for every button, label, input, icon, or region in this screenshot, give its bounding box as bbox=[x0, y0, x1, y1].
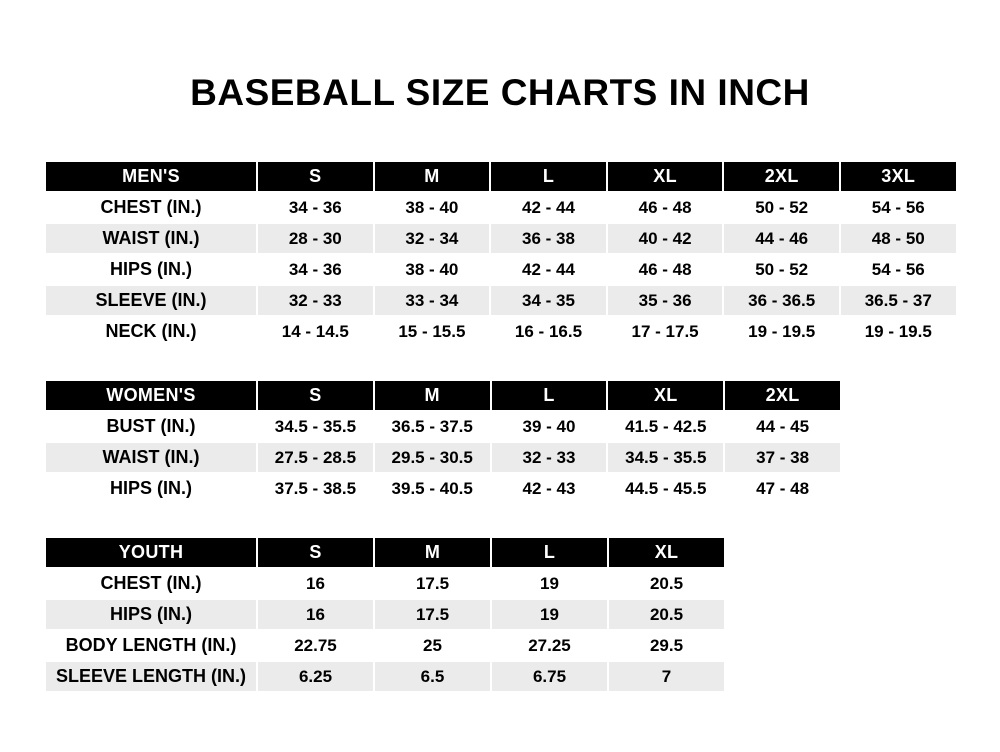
column-header: M bbox=[374, 161, 491, 192]
table-row bbox=[45, 254, 957, 285]
table-row bbox=[45, 473, 841, 504]
table-cell: 41.5 - 42.5 bbox=[607, 411, 724, 442]
row-header: HIPS (IN.) bbox=[45, 473, 257, 504]
table-row bbox=[45, 568, 725, 599]
table-cell: 34.5 - 35.5 bbox=[257, 411, 374, 442]
table-cell: 44 - 45 bbox=[724, 411, 841, 442]
table-cell: 19 bbox=[491, 599, 608, 630]
table-cell: 15 - 15.5 bbox=[374, 316, 491, 347]
mens-size-table bbox=[44, 160, 958, 348]
table-cell: 20.5 bbox=[608, 568, 725, 599]
table-cell: 29.5 bbox=[608, 630, 725, 661]
table-cell: 25 bbox=[374, 630, 491, 661]
table-row bbox=[45, 442, 841, 473]
table-row bbox=[45, 223, 957, 254]
table-cell: 6.5 bbox=[374, 661, 491, 692]
table-header-row bbox=[45, 380, 841, 411]
column-header: M bbox=[374, 380, 491, 411]
table-cell: 39 - 40 bbox=[491, 411, 608, 442]
table-cell: 27.5 - 28.5 bbox=[257, 442, 374, 473]
table-cell: 20.5 bbox=[608, 599, 725, 630]
column-header: S bbox=[257, 161, 374, 192]
row-header: BUST (IN.) bbox=[45, 411, 257, 442]
table-cell: 19 bbox=[491, 568, 608, 599]
table-cell: 7 bbox=[608, 661, 725, 692]
table-cell: 36.5 - 37 bbox=[840, 285, 957, 316]
table-cell: 32 - 34 bbox=[374, 223, 491, 254]
table-cell: 36 - 38 bbox=[490, 223, 607, 254]
table-cell: 14 - 14.5 bbox=[257, 316, 374, 347]
table-row bbox=[45, 192, 957, 223]
column-header: WOMEN'S bbox=[45, 380, 257, 411]
table-cell: 33 - 34 bbox=[374, 285, 491, 316]
row-header: WAIST (IN.) bbox=[45, 223, 257, 254]
table-row bbox=[45, 285, 957, 316]
table-cell: 39.5 - 40.5 bbox=[374, 473, 491, 504]
table-row bbox=[45, 661, 725, 692]
table-cell: 38 - 40 bbox=[374, 192, 491, 223]
table-cell: 35 - 36 bbox=[607, 285, 724, 316]
table-cell: 48 - 50 bbox=[840, 223, 957, 254]
column-header: XL bbox=[608, 537, 725, 568]
table-cell: 17 - 17.5 bbox=[607, 316, 724, 347]
table-cell: 32 - 33 bbox=[257, 285, 374, 316]
row-header: CHEST (IN.) bbox=[45, 192, 257, 223]
row-header: HIPS (IN.) bbox=[45, 599, 257, 630]
table-header-row bbox=[45, 537, 725, 568]
row-header: NECK (IN.) bbox=[45, 316, 257, 347]
table-header-row bbox=[45, 161, 957, 192]
column-header: 3XL bbox=[840, 161, 957, 192]
table-cell: 16 bbox=[257, 599, 374, 630]
table-cell: 46 - 48 bbox=[607, 254, 724, 285]
row-header: CHEST (IN.) bbox=[45, 568, 257, 599]
table-cell: 42 - 43 bbox=[491, 473, 608, 504]
table-cell: 32 - 33 bbox=[491, 442, 608, 473]
table-spacer bbox=[44, 348, 956, 379]
table-cell: 47 - 48 bbox=[724, 473, 841, 504]
column-header: MEN'S bbox=[45, 161, 257, 192]
table-cell: 54 - 56 bbox=[840, 192, 957, 223]
table-cell: 46 - 48 bbox=[607, 192, 724, 223]
row-header: BODY LENGTH (IN.) bbox=[45, 630, 257, 661]
table-cell: 42 - 44 bbox=[490, 192, 607, 223]
table-cell: 29.5 - 30.5 bbox=[374, 442, 491, 473]
table-cell: 37.5 - 38.5 bbox=[257, 473, 374, 504]
table-cell: 50 - 52 bbox=[723, 192, 840, 223]
table-cell: 27.25 bbox=[491, 630, 608, 661]
row-header: SLEEVE (IN.) bbox=[45, 285, 257, 316]
column-header: L bbox=[490, 161, 607, 192]
table-cell: 38 - 40 bbox=[374, 254, 491, 285]
table-cell: 16 bbox=[257, 568, 374, 599]
table-row bbox=[45, 599, 725, 630]
table-cell: 54 - 56 bbox=[840, 254, 957, 285]
table-cell: 16 - 16.5 bbox=[490, 316, 607, 347]
table-cell: 34 - 35 bbox=[490, 285, 607, 316]
row-header: SLEEVE LENGTH (IN.) bbox=[45, 661, 257, 692]
table-cell: 19 - 19.5 bbox=[840, 316, 957, 347]
column-header: S bbox=[257, 380, 374, 411]
womens-size-table bbox=[44, 379, 842, 505]
column-header: L bbox=[491, 537, 608, 568]
column-header: XL bbox=[607, 380, 724, 411]
column-header: 2XL bbox=[724, 380, 841, 411]
table-cell: 17.5 bbox=[374, 568, 491, 599]
table-cell: 42 - 44 bbox=[490, 254, 607, 285]
table-cell: 19 - 19.5 bbox=[723, 316, 840, 347]
table-cell: 22.75 bbox=[257, 630, 374, 661]
table-cell: 44.5 - 45.5 bbox=[607, 473, 724, 504]
table-spacer bbox=[44, 505, 956, 536]
table-row bbox=[45, 411, 841, 442]
tables-container bbox=[0, 160, 1000, 693]
table-cell: 17.5 bbox=[374, 599, 491, 630]
table-row bbox=[45, 316, 957, 347]
column-header: M bbox=[374, 537, 491, 568]
column-header: L bbox=[491, 380, 608, 411]
column-header: 2XL bbox=[723, 161, 840, 192]
table-cell: 36 - 36.5 bbox=[723, 285, 840, 316]
table-row bbox=[45, 630, 725, 661]
page-title: BASEBALL SIZE CHARTS IN INCH bbox=[190, 72, 810, 113]
table-cell: 36.5 - 37.5 bbox=[374, 411, 491, 442]
table-cell: 50 - 52 bbox=[723, 254, 840, 285]
column-header: S bbox=[257, 537, 374, 568]
table-cell: 28 - 30 bbox=[257, 223, 374, 254]
column-header: YOUTH bbox=[45, 537, 257, 568]
row-header: HIPS (IN.) bbox=[45, 254, 257, 285]
youth-size-table bbox=[44, 536, 726, 693]
column-header: XL bbox=[607, 161, 724, 192]
table-cell: 37 - 38 bbox=[724, 442, 841, 473]
table-cell: 34.5 - 35.5 bbox=[607, 442, 724, 473]
table-cell: 6.25 bbox=[257, 661, 374, 692]
table-cell: 34 - 36 bbox=[257, 254, 374, 285]
table-cell: 40 - 42 bbox=[607, 223, 724, 254]
table-cell: 34 - 36 bbox=[257, 192, 374, 223]
table-cell: 6.75 bbox=[491, 661, 608, 692]
table-cell: 44 - 46 bbox=[723, 223, 840, 254]
row-header: WAIST (IN.) bbox=[45, 442, 257, 473]
